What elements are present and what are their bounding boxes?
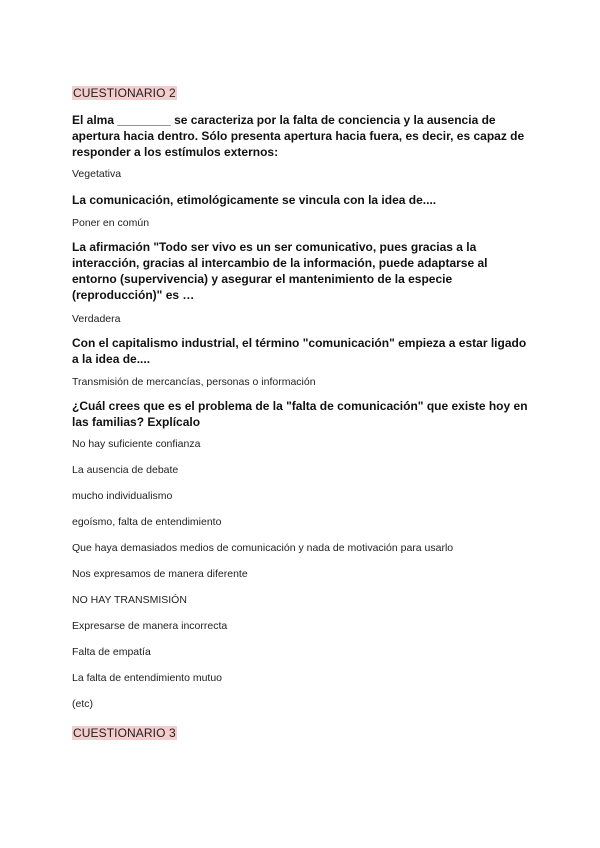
- list-item: La falta de entendimiento mutuo: [72, 672, 223, 684]
- list-item: Que haya demasiados medios de comunicación y nada de motivación para usarlo: [72, 542, 454, 554]
- list-item: egoísmo, falta de entendimiento: [72, 516, 222, 528]
- answer-4: Transmisión de mercancías, personas o información: [72, 376, 316, 388]
- list-item: mucho individualismo: [72, 490, 173, 502]
- section-heading-cuestionario-2: CUESTIONARIO 2: [73, 86, 176, 100]
- question-5: ¿Cuál crees que es el problema de la "falta de comunicación" que existe hoy en las familias? Explícalo: [72, 399, 528, 429]
- question-1: El alma ________ se caracteriza por la falta de conciencia y la ausencia de apertura hacia dentro. Sólo presenta apertura hacia fuera, es decir, es capaz de responder a los estímulos externos:: [72, 113, 525, 159]
- question-2: La comunicación, etimológicamente se vincula con la idea de....: [72, 193, 437, 207]
- question-3: La afirmación "Todo ser vivo es un ser comunicativo, pues gracias a la interacción, gracias al intercambio de la información, puede adaptarse al entorno (supervivencia) y asegurar el mantenimiento de la especie (reproducción)" es …: [72, 240, 488, 302]
- list-item: (etc): [72, 698, 93, 710]
- list-item: No hay suficiente confianza: [72, 438, 201, 450]
- list-item: La ausencia de debate: [72, 464, 179, 476]
- list-item: Expresarse de manera incorrecta: [72, 620, 228, 632]
- document-page: [72, 84, 528, 738]
- list-item: Nos expresamos de manera diferente: [72, 568, 248, 580]
- answer-1: Vegetativa: [72, 168, 122, 180]
- question-4: Con el capitalismo industrial, el término "comunicación" empieza a estar ligado a la idea de....: [72, 336, 527, 366]
- answer-3: Verdadera: [72, 313, 121, 325]
- answer-list: [72, 438, 528, 711]
- list-item: Falta de empatía: [72, 646, 151, 658]
- answer-2: Poner en común: [72, 217, 150, 229]
- list-item: NO HAY TRANSMISIÓN: [72, 594, 187, 606]
- section-heading-cuestionario-3: CUESTIONARIO 3: [73, 726, 176, 740]
